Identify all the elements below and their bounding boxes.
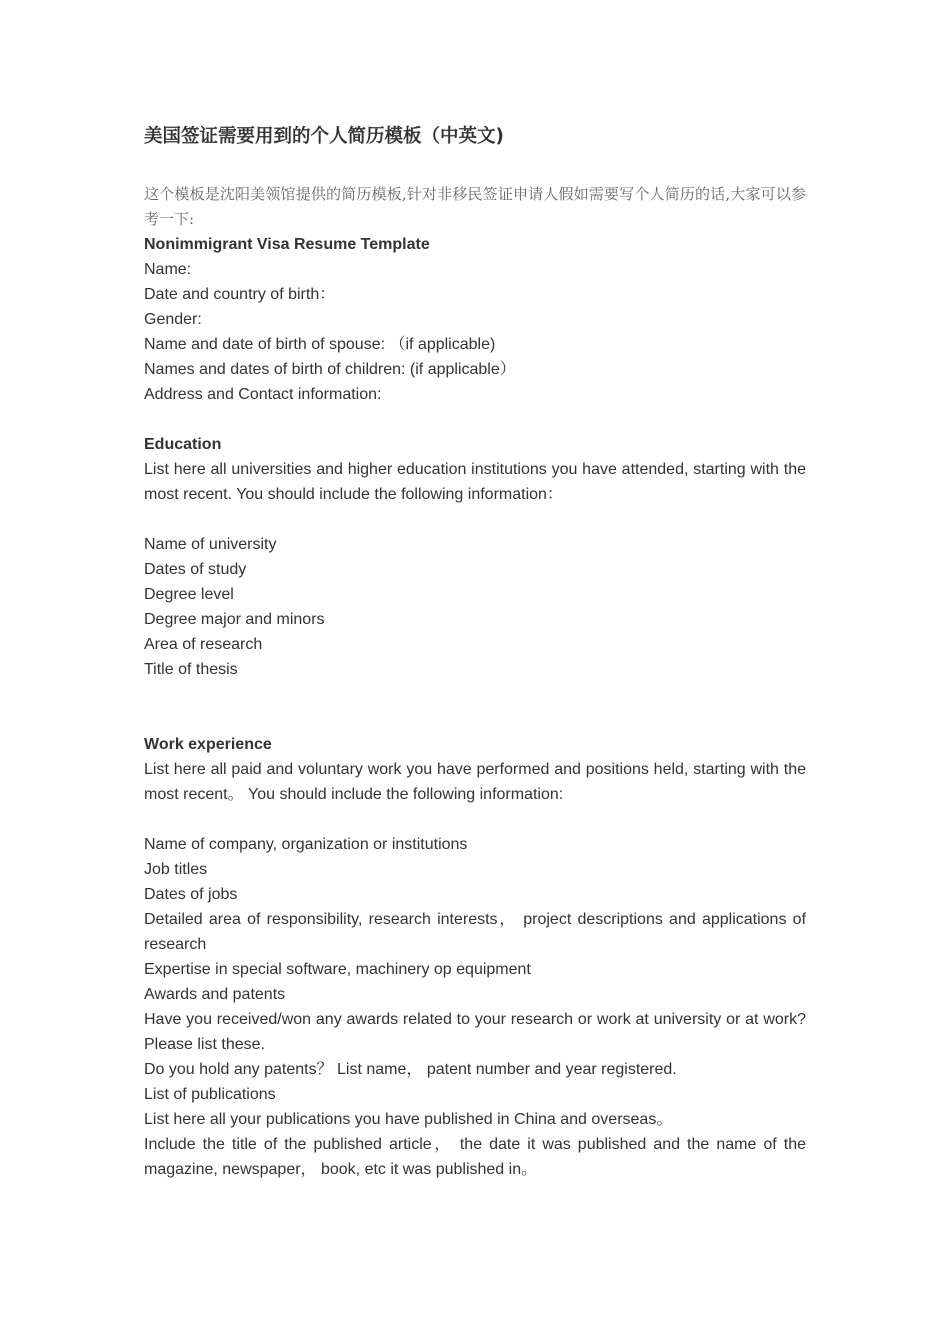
education-item: Area of research — [144, 636, 263, 653]
education-item: Name of university — [144, 536, 277, 553]
education-item: Degree level — [144, 586, 234, 603]
work-item: Include the title of the published article， the date it was published and the name of the magazine, newspaper， book, etc it was published in。 — [144, 1136, 806, 1178]
education-heading: Education — [144, 436, 222, 453]
field-spouse: Name and date of birth of spouse: （if applicable) — [144, 336, 496, 353]
work-item: List here all your publications you have published in China and overseas。 — [144, 1111, 673, 1128]
field-gender: Gender: — [144, 311, 202, 328]
field-name: Name: — [144, 261, 192, 278]
work-item: Awards and patents — [144, 986, 286, 1003]
work-item: Detailed area of responsibility, research interests， project descriptions and applications of research — [144, 911, 806, 953]
field-address: Address and Contact information: — [144, 386, 382, 403]
education-description: List here all universities and higher education institutions you have attended, starting with the most recent. You should include the following information： — [144, 461, 806, 503]
document-title: 美国签证需要用到的个人简历模板（中英文) — [144, 126, 504, 147]
work-item: Dates of jobs — [144, 886, 238, 903]
work-item: Name of company, organization or institutions — [144, 836, 468, 853]
work-heading: Work experience — [144, 736, 272, 753]
work-item: Job titles — [144, 861, 208, 878]
field-birth: Date and country of birth： — [144, 286, 336, 303]
education-item: Dates of study — [144, 561, 247, 578]
education-item: Degree major and minors — [144, 611, 325, 628]
work-item: Have you received/won any awards related to your research or work at university or at work? Please list these. — [144, 1011, 806, 1053]
field-children: Names and dates of birth of children: (if applicable） — [144, 361, 516, 378]
work-item: Expertise in special software, machinery op equipment — [144, 961, 531, 978]
work-item: Do you hold any patents？ List name， patent number and year registered. — [144, 1061, 677, 1078]
template-heading: Nonimmigrant Visa Resume Template — [144, 236, 430, 253]
work-item: List of publications — [144, 1086, 276, 1103]
work-description: List here all paid and voluntary work you have performed and positions held, starting with the most recent。 You should include the following information: — [144, 761, 806, 803]
document-page — [144, 120, 806, 1182]
education-item: Title of thesis — [144, 661, 238, 678]
intro-paragraph: 这个模板是沈阳美领馆提供的简历模板,针对非移民签证申请人假如需要写个人简历的话,大家可以参考一下: — [144, 185, 806, 228]
